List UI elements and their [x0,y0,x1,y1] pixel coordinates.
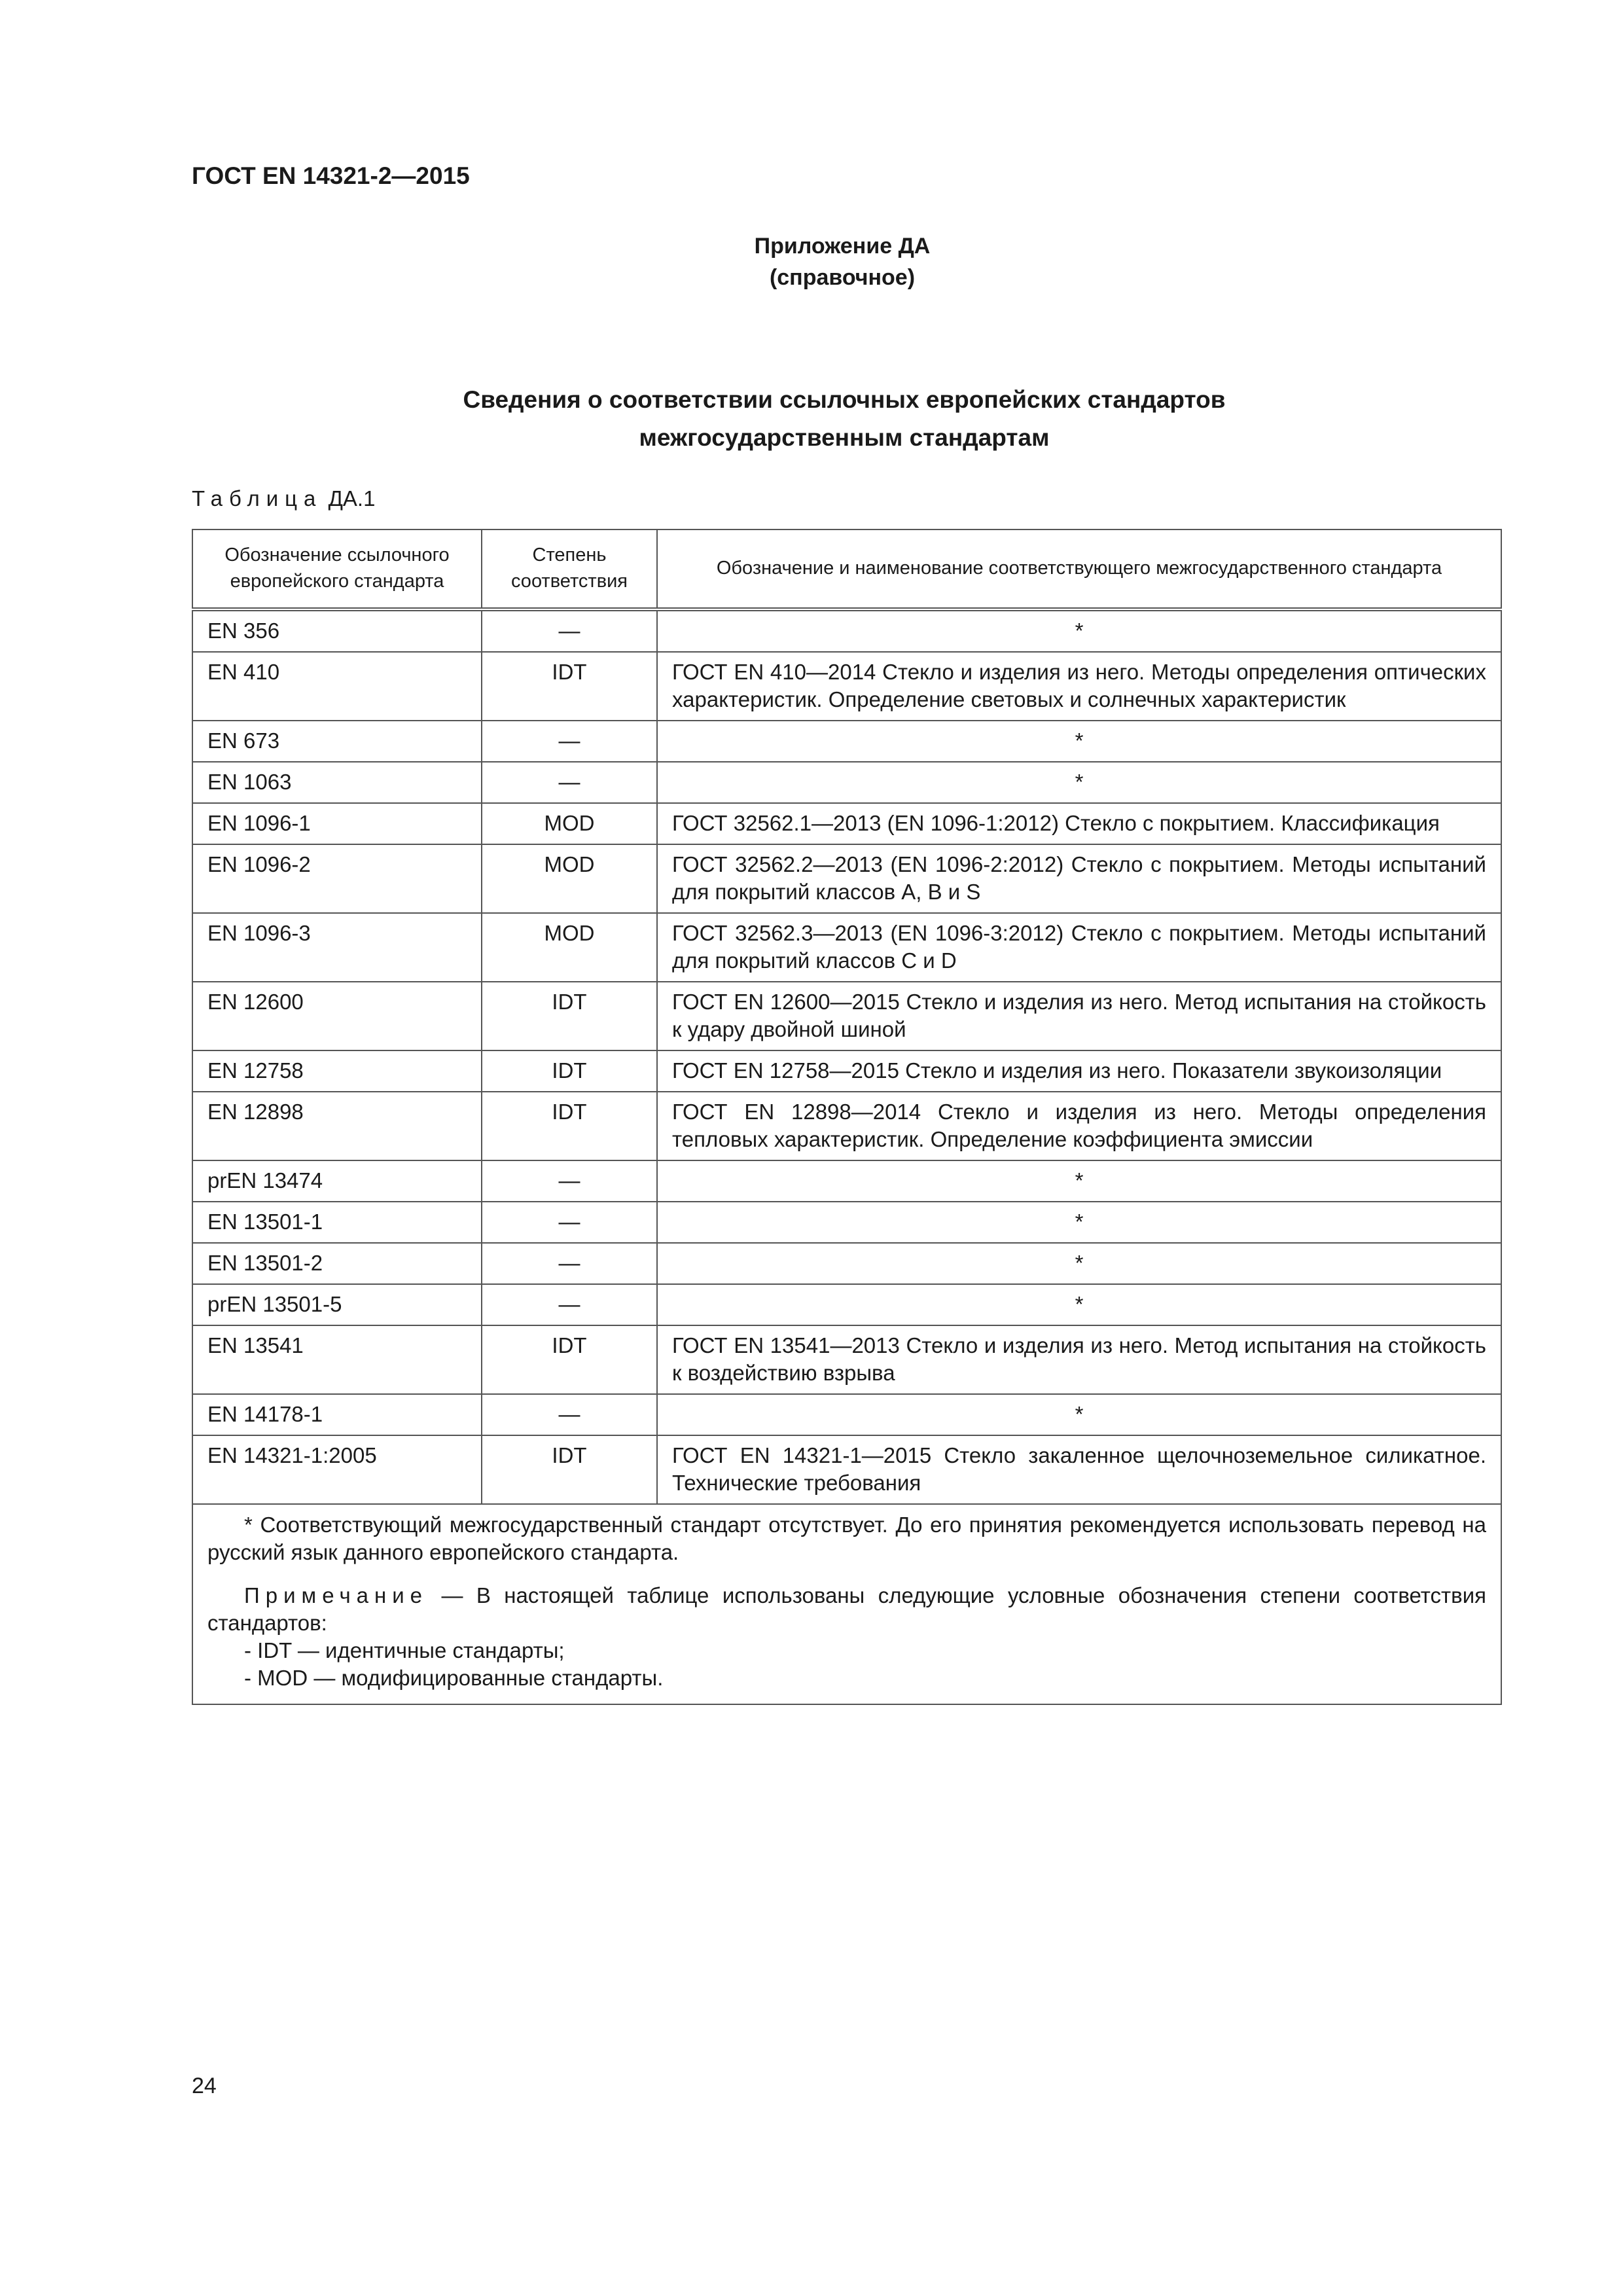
cell-degree: — [482,721,657,762]
cell-degree: — [482,762,657,803]
cell-interstate-standard: * [657,609,1501,652]
cell-ref-standard: EN 1096-2 [192,844,482,913]
table-row [192,1394,1501,1435]
table-row [192,982,1501,1050]
cell-degree: MOD [482,803,657,844]
cell-ref-standard: EN 356 [192,609,482,652]
cell-interstate-standard: * [657,762,1501,803]
table-row [192,652,1501,721]
cell-interstate-standard: * [657,1284,1501,1325]
cell-interstate-standard: * [657,1394,1501,1435]
document-code: ГОСТ EN 14321-2—2015 [192,162,470,189]
correspondence-table [192,529,1502,1705]
cell-degree: — [482,1243,657,1284]
cell-interstate-standard: * [657,1202,1501,1243]
note-item-mod: - MOD — модифицированные стандарты. [244,1666,664,1690]
cell-ref-standard: EN 673 [192,721,482,762]
note-label: Примечание [244,1583,429,1607]
table-row [192,762,1501,803]
table-caption-number: ДА.1 [328,486,376,511]
table-notes-cell [192,1504,1501,1704]
table-row [192,1160,1501,1202]
cell-ref-standard: EN 12898 [192,1092,482,1160]
header-ref-standard: Обозначение ссылочного европейского стандарта [192,529,482,609]
page-number: 24 [192,2073,217,2098]
cell-degree: MOD [482,844,657,913]
cell-degree: — [482,609,657,652]
cell-interstate-standard: ГОСТ 32562.1—2013 (EN 1096-1:2012) Стекло с покрытием. Классификация [657,803,1501,844]
cell-degree: — [482,1284,657,1325]
table-row [192,1325,1501,1394]
cell-interstate-standard: ГОСТ EN 12600—2015 Стекло и изделия из него. Метод испытания на стойкость к удару двойной шиной [657,982,1501,1050]
table-caption-word: Таблица [192,486,323,511]
table-row [192,1202,1501,1243]
cell-ref-standard: EN 14321-1:2005 [192,1435,482,1504]
cell-degree: IDT [482,982,657,1050]
cell-degree: MOD [482,913,657,982]
note-text: — В настоящей таблице использованы следующие условные обозначения степени соответствия стандартов: [207,1583,1486,1635]
cell-ref-standard: prEN 13474 [192,1160,482,1202]
section-title-line-1: Сведения о соответствии ссылочных европейских стандартов [463,386,1226,413]
footnote: * Соответствующий межгосударственный стандарт отсутствует. До его принятия рекомендуется использовать перевод на русский язык данного европейского стандарта. [207,1513,1486,1564]
cell-degree: IDT [482,1325,657,1394]
cell-ref-standard: EN 13501-1 [192,1202,482,1243]
cell-interstate-standard: ГОСТ EN 410—2014 Стекло и изделия из него. Методы определения оптических характеристик. Определение световых и солнечных характеристик [657,652,1501,721]
header-degree: Степень соответствия [482,529,657,609]
table-header-row [192,529,1501,609]
cell-ref-standard: EN 12758 [192,1050,482,1092]
table-row [192,803,1501,844]
cell-ref-standard: EN 14178-1 [192,1394,482,1435]
cell-degree: — [482,1394,657,1435]
appendix-status: (справочное) [769,265,916,290]
cell-ref-standard: EN 1096-3 [192,913,482,982]
note [207,1582,1486,1637]
table-row [192,844,1501,913]
cell-degree: IDT [482,1092,657,1160]
cell-degree: — [482,1160,657,1202]
cell-interstate-standard: ГОСТ EN 12758—2015 Стекло и изделия из него. Показатели звукоизоляции [657,1050,1501,1092]
cell-degree: IDT [482,1435,657,1504]
table-row [192,1092,1501,1160]
cell-ref-standard: EN 410 [192,652,482,721]
table-row [192,721,1501,762]
section-title [251,381,1438,457]
cell-ref-standard: EN 13501-2 [192,1243,482,1284]
section-title-line-2: межгосударственным стандартам [639,424,1050,451]
cell-interstate-standard: * [657,1243,1501,1284]
table-row [192,1243,1501,1284]
table-notes-row [192,1504,1501,1704]
cell-interstate-standard: * [657,1160,1501,1202]
cell-ref-standard: EN 1063 [192,762,482,803]
cell-interstate-standard: ГОСТ 32562.2—2013 (EN 1096-2:2012) Стекло с покрытием. Методы испытаний для покрытий классов A, B и S [657,844,1501,913]
cell-degree: — [482,1202,657,1243]
table-row [192,1050,1501,1092]
cell-interstate-standard: ГОСТ EN 14321-1—2015 Стекло закаленное щелочноземельное силикатное. Технические требования [657,1435,1501,1504]
cell-ref-standard: prEN 13501-5 [192,1284,482,1325]
cell-ref-standard: EN 12600 [192,982,482,1050]
cell-degree: IDT [482,1050,657,1092]
cell-ref-standard: EN 1096-1 [192,803,482,844]
cell-interstate-standard: * [657,721,1501,762]
cell-ref-standard: EN 13541 [192,1325,482,1394]
note-item-idt: - IDT — идентичные стандарты; [244,1638,565,1662]
appendix-title: Приложение ДА [754,234,931,259]
appendix-heading [711,230,973,293]
cell-interstate-standard: ГОСТ 32562.3—2013 (EN 1096-3:2012) Стекло с покрытием. Методы испытаний для покрытий классов C и D [657,913,1501,982]
cell-interstate-standard: ГОСТ EN 12898—2014 Стекло и изделия из него. Методы определения тепловых характеристик. Определение коэффициента эмиссии [657,1092,1501,1160]
table-row [192,1284,1501,1325]
table-caption [192,486,375,511]
table-row [192,1435,1501,1504]
table-row [192,913,1501,982]
cell-interstate-standard: ГОСТ EN 13541—2013 Стекло и изделия из него. Метод испытания на стойкость к воздействию взрыва [657,1325,1501,1394]
cell-degree: IDT [482,652,657,721]
table-row [192,609,1501,652]
header-interstate-standard: Обозначение и наименование соответствующего межгосударственного стандарта [657,529,1501,609]
